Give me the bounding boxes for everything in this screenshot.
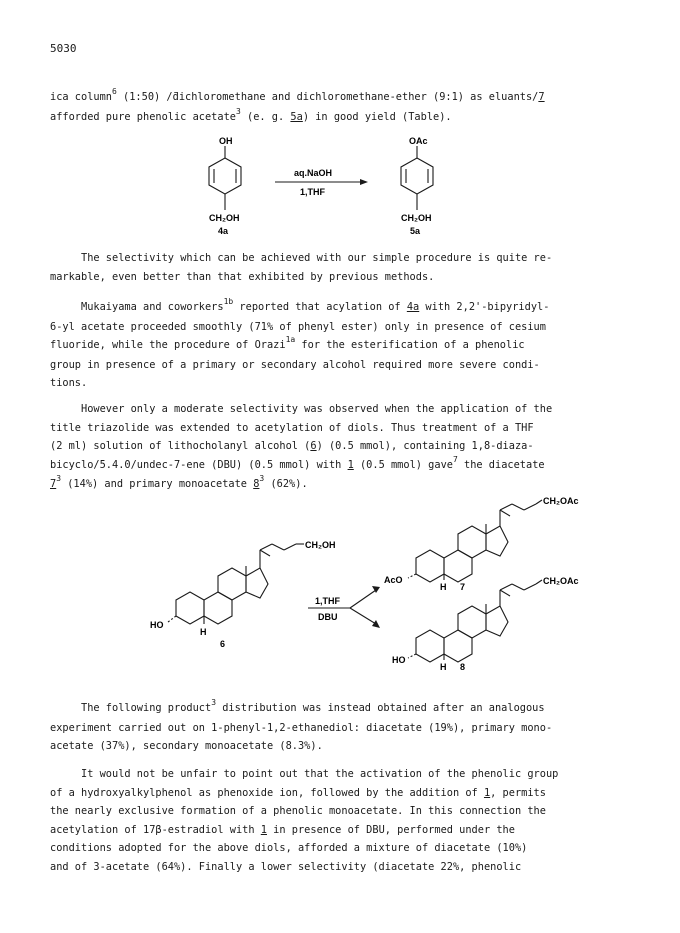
steroid-8-structure <box>408 580 542 662</box>
compound-ref: 5a <box>290 110 303 123</box>
compound-label-4a: 4a <box>218 226 229 236</box>
text: conditions adopted for the above diols, afforded a mixture of diacetate (10%) <box>50 842 528 854</box>
s6-oh-label: HO <box>150 620 164 630</box>
text: ) (0.5 mmol), containing 1,8-diaza- <box>316 440 534 452</box>
reagent-naoh: aq.NaOH <box>294 168 333 178</box>
s8-h-label: H <box>440 662 447 672</box>
text: in presence of DBU, performed under the <box>266 823 515 836</box>
compound-ref: 1 <box>347 458 354 471</box>
text: and of 3-acetate (64%). Finally a lower selectivity (diacetate 22%, phenolic <box>50 860 522 873</box>
text: tions. <box>50 377 88 389</box>
compound-ref: 4a <box>406 301 420 313</box>
reagent-1-thf: 1,THF <box>315 596 341 606</box>
text: fluoride, while the procedure of Orazi <box>50 339 286 351</box>
s8-oh-label: HO <box>392 655 406 665</box>
text: bicyclo/̄5.4.0/undec-7-ene (DBU) (0.5 mmol) with <box>50 458 348 471</box>
superscript-ref: 3 <box>259 474 265 483</box>
text: for the esterification of a phenolic <box>295 339 525 351</box>
text: distribution was instead obtained after an analogous <box>216 702 545 714</box>
text: markable, even better than that exhibited by previous methods. <box>50 270 435 283</box>
s7-aco-label: AcO <box>384 575 403 585</box>
steroid-7-structure <box>408 500 542 582</box>
superscript-ref: 6 <box>112 87 117 96</box>
paragraph-selectivity <box>50 249 640 286</box>
superscript-ref: 7 <box>452 454 458 464</box>
text: experiment carried out on 1-phenyl-1,2-ethanediol: diacetate (19%), primary mono- <box>50 721 553 734</box>
paragraph-diols <box>50 400 640 495</box>
text: reported that acylation of <box>233 301 407 313</box>
text: ica column <box>50 91 112 103</box>
paragraph-phenoxide <box>50 765 640 876</box>
superscript-ref: 3 <box>211 698 217 707</box>
text: the diacetate <box>457 458 545 471</box>
paragraph-mukaiyama <box>50 298 640 393</box>
steroid-6-structure <box>168 544 304 624</box>
text: It would not be unfair to point out that the activation of the phenolic group <box>50 768 559 780</box>
paragraph-eluants <box>50 88 640 127</box>
text: title triazolide was extended to acetylation of diols. Thus treatment of a THF <box>50 421 534 434</box>
product-oac-label: OAc <box>409 136 428 146</box>
product-ch2oh-label: CH₂OH <box>401 213 432 223</box>
split-arrow <box>350 590 376 624</box>
s7-chain-label: CH₂OAc <box>543 496 579 506</box>
text: the nearly exclusive formation of a phenolic monoacetate. In this connection the <box>50 805 546 817</box>
text: , permits <box>490 786 546 799</box>
text: ) in good yield (Table). <box>302 110 452 123</box>
scheme-phenol-acetylation <box>190 132 490 247</box>
text: The following product <box>50 702 212 714</box>
text: with 2,2'-bipyridyl- <box>419 301 550 313</box>
scheme-steroid-acetylation <box>140 492 610 692</box>
compound-label-5a: 5a <box>410 226 421 236</box>
s6-chain-label: CH₂OH <box>305 540 336 550</box>
paragraph-phenylethanediol <box>50 699 640 756</box>
text: acetylation of 17β-estradiol with <box>50 823 261 836</box>
text: acetate (37%), secondary monoacetate (8.3%). <box>50 740 323 752</box>
reaction-arrow <box>275 179 368 185</box>
footnote-ref: 7 <box>538 91 545 103</box>
compound-ref: 6 <box>310 440 317 452</box>
superscript-ref: 1b <box>223 297 234 306</box>
page-number: 5030 <box>50 42 77 55</box>
compound-ref: 1 <box>483 786 491 799</box>
superscript-ref: 3 <box>235 106 241 116</box>
s6-h-label: H <box>200 627 207 637</box>
text: (62%). <box>264 478 308 490</box>
text: (e. g. <box>240 110 291 123</box>
text: afforded pure phenolic acetate <box>50 110 236 123</box>
text: (0.5 mmol) gave <box>353 458 453 471</box>
arrowhead-to-8 <box>372 620 380 628</box>
text: (2 ml) solution of lithocholanyl alcohol ( <box>50 440 311 452</box>
compound-label-7: 7 <box>460 582 466 592</box>
text: (14%) and primary monoacetate <box>61 478 254 490</box>
text: 6-yl acetate proceeded smoothly (71% of phenyl ester) only in presence of cesium <box>50 320 546 333</box>
compound-ref: 1 <box>260 823 267 836</box>
text: of a hydroxyalkylphenol as phenoxide ion, followed by the addition of <box>50 786 484 799</box>
s7-h-label: H <box>440 582 447 592</box>
compound-ref: 8 <box>253 478 260 490</box>
superscript-ref: 1a <box>285 335 296 344</box>
compound-label-6: 6 <box>220 639 226 649</box>
reactant-4a-structure <box>209 146 241 210</box>
text: (1:50) /̄dichloromethane and dichloromethane-ether (9:1) as eluants/ <box>116 91 539 103</box>
s8-chain-label: CH₂OAc <box>543 576 579 586</box>
text: Mukaiyama and coworkers <box>50 301 224 313</box>
reagent-dbu: DBU <box>318 612 338 622</box>
product-5a-structure <box>401 146 433 210</box>
compound-ref: 7 <box>50 478 57 490</box>
reactant-ch2oh-label: CH₂OH <box>209 213 240 223</box>
reactant-oh-label: OH <box>219 136 233 146</box>
text: However only a moderate selectivity was observed when the application of the <box>50 403 553 415</box>
text: group in presence of a primary or secondary alcohol required more severe condi- <box>50 358 540 371</box>
text: The selectivity which can be achieved with our simple procedure is quite re- <box>50 252 553 264</box>
compound-label-8: 8 <box>460 662 466 672</box>
reagent-thf: 1,THF <box>300 187 326 197</box>
superscript-ref: 3 <box>56 474 62 483</box>
